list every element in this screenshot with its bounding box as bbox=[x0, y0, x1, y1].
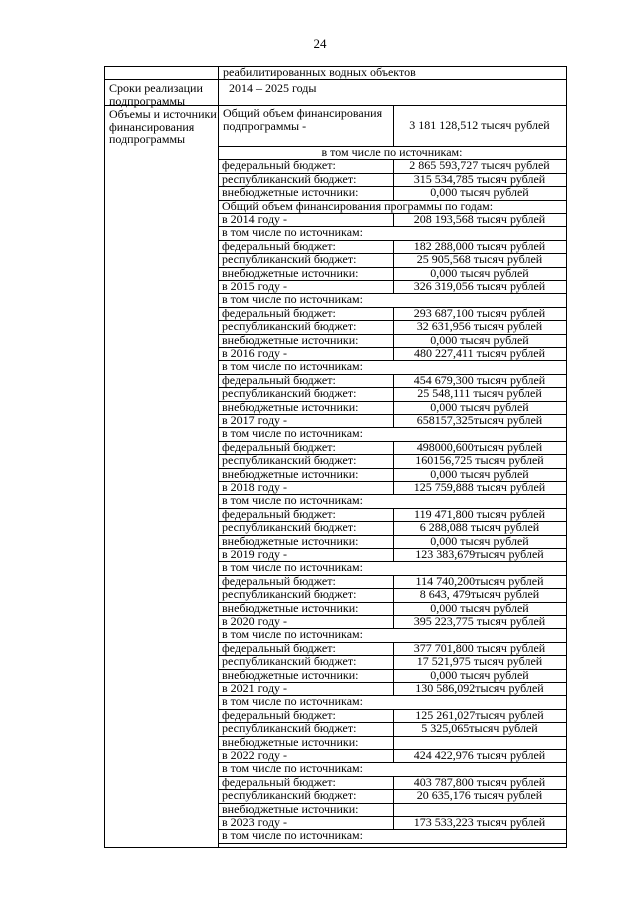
source-label: федеральный бюджет: bbox=[222, 573, 336, 588]
column-divider bbox=[393, 682, 394, 695]
column-divider bbox=[393, 267, 394, 280]
source-label: внебюджетные источники: bbox=[222, 399, 359, 414]
source-value: 5 325,065тысяч рублей bbox=[421, 721, 538, 736]
years-header: Общий объем финансирования программы по годам: bbox=[222, 198, 494, 213]
term-value: 2014 – 2025 годы bbox=[229, 81, 317, 95]
source-label: федеральный бюджет: bbox=[222, 238, 336, 253]
year-label: в 2017 году - bbox=[222, 413, 288, 427]
source-label: федеральный бюджет: bbox=[222, 305, 336, 320]
source-value: 315 534,785 тысяч рублей bbox=[413, 171, 546, 186]
source-value: 0,000 тысяч рублей bbox=[430, 185, 529, 200]
year-sources-subheader: в том числе по источникам: bbox=[222, 426, 363, 441]
source-label: республиканский бюджет: bbox=[222, 520, 357, 535]
year-sources-subheader: в том числе по источникам: bbox=[222, 627, 363, 642]
year-value: 395 223,775 тысяч рублей bbox=[413, 614, 546, 628]
column-divider bbox=[393, 642, 394, 655]
year-sources-subheader: в том числе по источникам: bbox=[222, 560, 363, 575]
column-divider bbox=[393, 521, 394, 534]
source-label: внебюджетные источники: bbox=[222, 600, 359, 615]
term-label: Сроки реализации подпрограммы bbox=[109, 81, 203, 108]
year-sources-subheader: в том числе по источникам: bbox=[222, 292, 363, 307]
source-value: 0,000 тысяч рублей bbox=[430, 466, 529, 481]
column-divider bbox=[393, 213, 394, 226]
column-divider bbox=[393, 535, 394, 548]
column-divider bbox=[393, 334, 394, 347]
year-value: 658157,325тысяч рублей bbox=[416, 413, 543, 427]
source-value: 0,000 тысяч рублей bbox=[430, 667, 529, 682]
source-value: 25 905,568 тысяч рублей bbox=[416, 252, 543, 267]
year-value: 123 383,679тысяч рублей bbox=[415, 547, 544, 561]
subprogram-table bbox=[104, 66, 567, 848]
source-value: 6 288,088 тысяч рублей bbox=[419, 520, 540, 535]
source-value: 25 548,111 тысяч рублей bbox=[417, 386, 542, 401]
source-value: 32 631,956 тысяч рублей bbox=[416, 319, 543, 334]
source-value: 125 261,027тысяч рублей bbox=[415, 707, 544, 722]
source-value: 0,000 тысяч рублей bbox=[430, 265, 529, 280]
column-divider bbox=[393, 669, 394, 682]
column-divider bbox=[393, 186, 394, 199]
year-label: в 2020 году - bbox=[222, 614, 288, 628]
source-label: внебюджетные источники: bbox=[222, 801, 359, 816]
source-label: республиканский бюджет: bbox=[222, 252, 357, 267]
source-value: 403 787,800 тысяч рублей bbox=[413, 774, 546, 789]
column-divider bbox=[393, 280, 394, 293]
total-label: Общий объем финансирования подпрограммы - bbox=[223, 106, 383, 133]
column-divider bbox=[393, 441, 394, 454]
column-divider bbox=[393, 722, 394, 735]
source-label: внебюджетные источники: bbox=[222, 734, 359, 749]
year-label: в 2023 году - bbox=[222, 815, 288, 829]
source-label: федеральный бюджет: bbox=[222, 372, 336, 387]
source-value: 377 701,800 тысяч рублей bbox=[413, 640, 546, 655]
year-sources-subheader: в том числе по источникам: bbox=[222, 359, 363, 374]
year-label: в 2014 году - bbox=[222, 212, 288, 226]
column-divider bbox=[393, 588, 394, 601]
source-label: республиканский бюджет: bbox=[222, 453, 357, 468]
source-value: 293 687,100 тысяч рублей bbox=[413, 305, 546, 320]
source-value: 8 643, 479тысяч рублей bbox=[419, 587, 540, 602]
year-sources-subheader: в том числе по источникам: bbox=[222, 828, 363, 843]
source-value: 2 865 593,727 тысяч рублей bbox=[409, 158, 550, 173]
column-divider bbox=[393, 508, 394, 521]
source-label: федеральный бюджет: bbox=[222, 707, 336, 722]
source-label: республиканский бюджет: bbox=[222, 319, 357, 334]
column-divider bbox=[393, 736, 394, 749]
row-divider bbox=[105, 79, 566, 80]
row-divider bbox=[218, 843, 566, 844]
column-divider bbox=[393, 414, 394, 427]
source-value: 454 679,300 тысяч рублей bbox=[413, 372, 546, 387]
year-value: 173 533,223 тысяч рублей bbox=[413, 815, 546, 829]
column-divider bbox=[393, 387, 394, 400]
source-label: внебюджетные источники: bbox=[222, 667, 359, 682]
sources-header: в том числе по источникам: bbox=[321, 145, 463, 159]
column-divider bbox=[393, 468, 394, 481]
column-divider bbox=[393, 803, 394, 816]
source-label: федеральный бюджет: bbox=[222, 158, 336, 173]
column-divider bbox=[393, 401, 394, 414]
year-label: в 2019 году - bbox=[222, 547, 288, 561]
year-sources-subheader: в том числе по источникам: bbox=[222, 493, 363, 508]
source-label: республиканский бюджет: bbox=[222, 788, 357, 803]
page-number: 24 bbox=[313, 36, 327, 51]
source-label: федеральный бюджет: bbox=[222, 439, 336, 454]
header-row-text: реабилитированных водных объектов bbox=[223, 65, 416, 79]
column-divider bbox=[393, 789, 394, 802]
source-label: федеральный бюджет: bbox=[222, 640, 336, 655]
year-value: 424 422,976 тысяч рублей bbox=[413, 748, 546, 762]
source-value: 114 740,200тысяч рублей bbox=[415, 573, 544, 588]
column-divider bbox=[393, 105, 394, 146]
source-label: внебюджетные источники: bbox=[222, 533, 359, 548]
source-label: республиканский бюджет: bbox=[222, 386, 357, 401]
column-divider bbox=[393, 253, 394, 266]
source-value: 182 288,000 тысяч рублей bbox=[413, 238, 546, 253]
column-divider bbox=[393, 749, 394, 762]
column-divider bbox=[393, 776, 394, 789]
year-value: 208 193,568 тысяч рублей bbox=[413, 212, 546, 226]
source-value: 119 471,800 тысяч рублей bbox=[414, 506, 545, 521]
column-divider bbox=[393, 320, 394, 333]
column-divider bbox=[393, 307, 394, 320]
column-divider bbox=[393, 816, 394, 829]
column-divider bbox=[393, 575, 394, 588]
column-divider bbox=[393, 481, 394, 494]
year-value: 130 586,092тысяч рублей bbox=[415, 681, 544, 695]
year-value: 326 319,056 тысяч рублей bbox=[413, 279, 546, 293]
source-label: республиканский бюджет: bbox=[222, 587, 357, 602]
column-divider bbox=[393, 240, 394, 253]
year-sources-subheader: в том числе по источникам: bbox=[222, 225, 363, 240]
source-label: внебюджетные источники: bbox=[222, 265, 359, 280]
column-divider bbox=[393, 173, 394, 186]
source-label: внебюджетные источники: bbox=[222, 185, 359, 200]
source-value: 20 635,176 тысяч рублей bbox=[416, 788, 543, 803]
year-label: в 2022 году - bbox=[222, 748, 288, 762]
source-label: федеральный бюджет: bbox=[222, 506, 336, 521]
column-divider bbox=[393, 347, 394, 360]
source-label: федеральный бюджет: bbox=[222, 774, 336, 789]
source-value: 0,000 тысяч рублей bbox=[430, 399, 529, 414]
column-divider bbox=[393, 374, 394, 387]
year-label: в 2018 году - bbox=[222, 480, 288, 494]
source-label: республиканский бюджет: bbox=[222, 654, 357, 669]
source-value: 498000,600тысяч рублей bbox=[416, 439, 543, 454]
column-divider bbox=[218, 67, 219, 847]
column-divider bbox=[393, 454, 394, 467]
year-label: в 2015 году - bbox=[222, 279, 288, 293]
year-label: в 2016 году - bbox=[222, 346, 288, 360]
source-value: 0,000 тысяч рублей bbox=[430, 533, 529, 548]
source-value: 0,000 тысяч рублей bbox=[430, 600, 529, 615]
volume-label: Объемы и источники финансирования подпрограммы bbox=[109, 107, 217, 146]
year-sources-subheader: в том числе по источникам: bbox=[222, 694, 363, 709]
source-value: 0,000 тысяч рублей bbox=[430, 332, 529, 347]
column-divider bbox=[393, 615, 394, 628]
year-sources-subheader: в том числе по источникам: bbox=[222, 761, 363, 776]
year-value: 480 227,411 тысяч рублей bbox=[414, 346, 545, 360]
column-divider bbox=[393, 602, 394, 615]
year-value: 125 759,888 тысяч рублей bbox=[413, 480, 546, 494]
source-value: 160156,725 тысяч рублей bbox=[415, 453, 544, 468]
year-label: в 2021 году - bbox=[222, 681, 288, 695]
column-divider bbox=[393, 709, 394, 722]
column-divider bbox=[393, 655, 394, 668]
total-value: 3 181 128,512 тысяч рублей bbox=[409, 118, 550, 132]
source-label: республиканский бюджет: bbox=[222, 171, 357, 186]
source-label: внебюджетные источники: bbox=[222, 466, 359, 481]
source-value: 17 521,975 тысяч рублей bbox=[416, 654, 543, 669]
source-label: республиканский бюджет: bbox=[222, 721, 357, 736]
column-divider bbox=[393, 159, 394, 172]
column-divider bbox=[393, 548, 394, 561]
source-label: внебюджетные источники: bbox=[222, 332, 359, 347]
